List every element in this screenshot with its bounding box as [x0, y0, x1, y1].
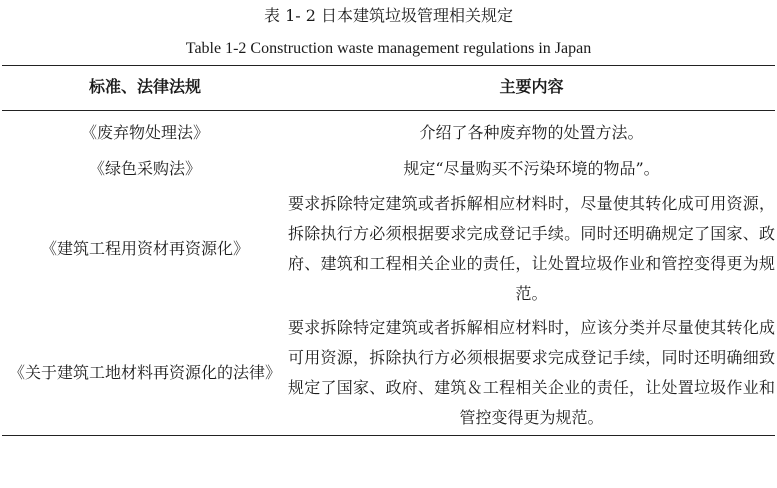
regulation-name: 《关于建筑工地材料再资源化的法律》	[8, 363, 281, 382]
table-caption-english: Table 1-2 Construction waste management regulations in Japan	[185, 40, 592, 57]
regulations-table	[2, 65, 775, 436]
table-row	[2, 111, 775, 152]
table-row	[2, 311, 775, 436]
column-header-content: 主要内容	[288, 66, 775, 111]
regulation-name: 《绿色采购法》	[88, 159, 201, 178]
table-row	[2, 187, 775, 311]
regulation-content: 要求拆除特定建筑或者拆解相应材料时，应该分类并尽量使其转化成可用资源，拆除执行方必须根据要求完成登记手续，同时还明确细致规定了国家、政府、建筑＆工程相关企业的责任，让处置垃圾作业和管控变得更为规范。	[288, 318, 775, 427]
table-row	[2, 151, 775, 187]
table-header-row	[2, 66, 775, 111]
table-caption-chinese: 表 1- 2 日本建筑垃圾管理相关规定	[263, 6, 514, 25]
regulation-name: 《废弃物处理法》	[80, 123, 209, 142]
regulation-content: 介绍了各种废弃物的处置方法。	[419, 123, 644, 142]
regulation-name: 《建筑工程用资材再资源化》	[40, 239, 249, 258]
column-header-regulation: 标准、法律法规	[2, 66, 288, 111]
regulation-content: 要求拆除特定建筑或者拆解相应材料时，尽量使其转化成可用资源，拆除执行方必须根据要求完成登记手续。同时还明确规定了国家、政府、建筑和工程相关企业的责任，让处置垃圾作业和管控变得更为规范。	[288, 194, 775, 303]
regulation-content: 规定“尽量购买不污染环境的物品”。	[403, 159, 660, 178]
